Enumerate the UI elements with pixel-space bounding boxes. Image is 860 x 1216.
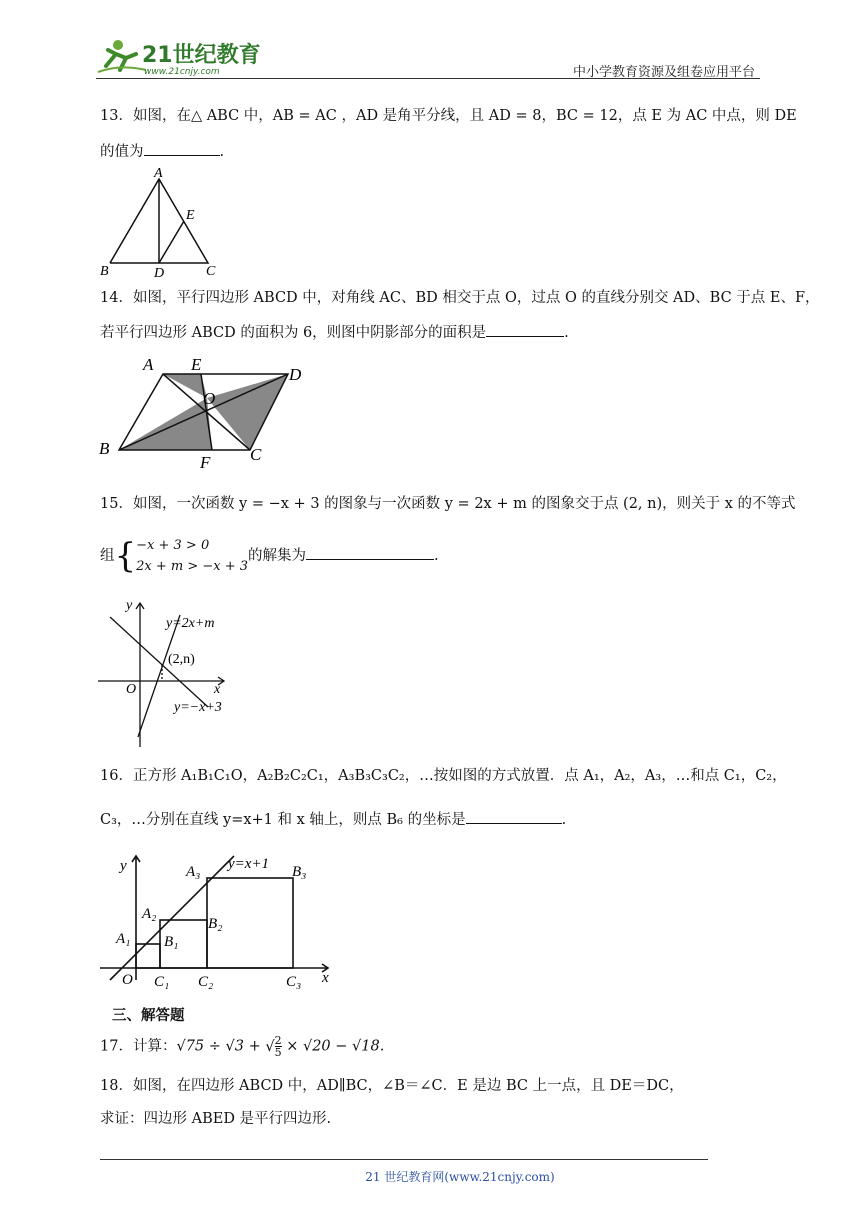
q13-label-B: B [100,264,109,279]
q14-parallelogram-figure [95,350,310,472]
q13-answer-blank [144,141,220,156]
svg-text:www.21cnjy.com: www.21cnjy.com [144,67,220,77]
inequality-2: 2x + m > −x + 3 [136,559,249,574]
q17-expr-b: × √20 − √18. [281,1038,385,1055]
q16-label-x: x [322,970,329,986]
q16-label-A2: A₂ [142,906,157,922]
q14-label-F: F [200,453,211,472]
q15-graph-figure [96,597,246,752]
q16-line-label: y=x+1 [228,856,270,872]
q15-suffix: 的解集为 [248,548,307,564]
q16-label-C3: C₃ [286,974,302,990]
q15-point-label: (2,n) [168,652,195,667]
q14-line2: 若平行四边形 ABCD 的面积为 6，则图中阴影部分的面积是 . [100,322,569,342]
header-divider [96,78,760,79]
site-logo [96,36,261,78]
q16-prompt: C₃，…分别在直线 y=x+1 和 x 轴上，则点 B₆ 的坐标是 [100,812,466,828]
q16-line2: C₃，…分别在直线 y=x+1 和 x 轴上，则点 B₆ 的坐标是 . [100,809,566,829]
platform-title: 中小学教育资源及组卷应用平台 [572,65,755,80]
q13-label-D: D [154,266,165,280]
q14-label-A: A [143,355,154,374]
q16-answer-blank [466,809,562,824]
q17-line [100,1035,384,1058]
q16-label-C2: C₂ [198,974,214,990]
q14-line1: 14．如图，平行四边形 ABCD 中，对角线 AC、BD 相交于点 O，过点 O 的直线分别交 AD、BC 于点 E、F， [100,290,820,306]
q16-squares-figure [96,850,336,990]
footer-text: 21 世纪教育网(www.21cnjy.com) [365,1170,555,1184]
q16-label-O: O [122,972,133,988]
q16-label-B3: B₃ [292,864,307,880]
q15-line-label-1: y=2x+m [166,616,215,631]
sqrt-fraction: √ $\frac{2}{5}$ [265,1034,282,1059]
runner-logo-icon [96,36,261,78]
q15-line1: 15．如图，一次函数 y = −x + 3 的图象与一次函数 y = 2x + m 的图象交于点 (2, n)，则关于 x 的不等式 [100,496,796,512]
q16-label-B2: B₂ [208,916,223,932]
q15-prefix: 组 [100,548,115,564]
q13-label-C: C [206,264,216,279]
q17-prefix: 17．计算： [100,1038,177,1055]
q13-prompt: 的值为 [100,144,144,160]
svg-text:21世纪教育: 21世纪教育 [142,43,261,68]
q13-label-A: A [154,166,163,181]
q14-label-C: C [250,445,262,464]
q15-label-x: x [214,682,221,697]
q17-expr-a: √75 ÷ √3 + [176,1038,266,1055]
q18-line2: 求证：四边形 ABED 是平行四边形. [100,1111,332,1127]
q15-answer-blank [306,545,434,560]
q13-line2: 的值为 . [100,141,224,161]
inequality-1: −x + 3 > 0 [136,538,210,553]
q14-label-D: D [289,365,302,384]
fraction-numerator: 2 [274,1034,282,1047]
q16-label-A3: A₃ [186,864,201,880]
q15-line-label-2: y=−x+3 [174,700,222,715]
system-brace: { [114,536,137,576]
section-heading: 三、解答题 [112,1007,185,1024]
q16-line1: 16．正方形 A₁B₁C₁O，A₂B₂C₂C₁，A₃B₃C₃C₂，…按如图的方式放置．点 A₁，A₂，A₃，…和点 C₁，C₂， [100,768,787,784]
q16-label-C1: C₁ [154,974,170,990]
q15-line2: 组{−x + 3 > 0 2x + m > −x + 3的解集为 . [100,536,439,576]
q15-label-O: O [126,682,137,697]
fraction [275,1035,282,1058]
q13-label-E: E [186,208,195,223]
q16-label-B1: B₁ [164,934,179,950]
q14-answer-blank [486,322,564,337]
q13-line1: 13．如图，在△ ABC 中，AB = AC ，AD 是角平分线，且 AD = 8，BC = 12，点 E 为 AC 中点，则 DE [100,108,797,124]
fraction-denominator: 5 [274,1046,282,1059]
q14-label-E: E [191,355,202,374]
q14-prompt: 若平行四边形 ABCD 的面积为 6，则图中阴影部分的面积是 [100,325,487,341]
inequality-system [136,535,248,577]
q14-label-B: B [99,439,110,458]
q14-label-O: O [203,389,216,408]
q13-triangle-figure [96,165,226,280]
footer-divider [100,1159,708,1160]
q15-label-y: y [126,598,133,613]
q18-line1: 18．如图，在四边形 ABCD 中，AD∥BC，∠B＝∠C．E 是边 BC 上一点，且 DE＝DC， [100,1078,684,1094]
q16-label-y: y [120,858,127,874]
q16-label-A1: A₁ [116,931,131,947]
